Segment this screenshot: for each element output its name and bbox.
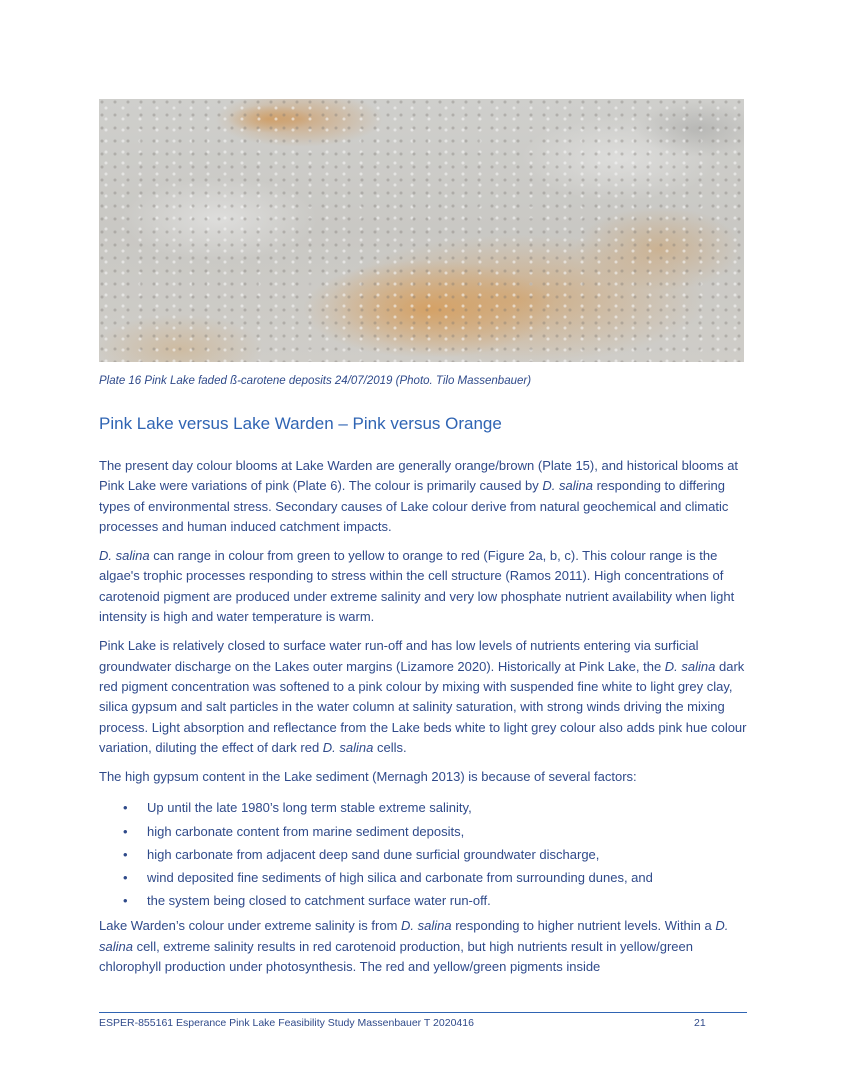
list-item (123, 796, 747, 819)
photo-texture (99, 99, 744, 362)
bullet-icon: • (123, 846, 128, 862)
list-item-text: wind deposited fine sediments of high silica and carbonate from surrounding dunes, and (147, 870, 653, 886)
text-run: Lake Warden’s colour under extreme salinity is from (99, 918, 402, 934)
bullet-icon: • (123, 893, 128, 909)
text-run: responding to higher nutrient levels. Within a (451, 918, 716, 934)
list-item (123, 866, 747, 889)
section-heading: Pink Lake versus Lake Warden – Pink versus Orange (99, 414, 502, 433)
plate-caption: Plate 16 Pink Lake faded ß-carotene deposits 24/07/2019 (Photo. Tilo Massenbauer) (99, 375, 532, 387)
footer-document-id: ESPER-855161 Esperance Pink Lake Feasibility Study Massenbauer T 2020416 (99, 1017, 474, 1029)
factors-list (99, 796, 747, 912)
paragraph-1 (99, 456, 747, 537)
species-name: D. salina (401, 918, 452, 934)
text-run: can range in colour from green to yellow to orange to red (Figure 2a, b, c). This colour range is the algae's trophic processes responding to stress within the cell structure (Ramos 2011). High concentrations of carotenoid pigment are produced under extreme salinity and very low phosphate nutrient availability when light intensity is high and water temperature is warm. (99, 548, 735, 625)
page-number: 21 (694, 1017, 706, 1029)
text-run: cell, extreme salinity results in red carotenoid production, but high nutrients result in yellow/green chlorophyll production under photosynthesis. The red and yellow/green pigments inside (99, 938, 693, 975)
bullet-icon: • (123, 823, 128, 839)
paragraph-3 (99, 636, 747, 758)
text-run: Pink Lake is relatively closed to surface water run-off and has low levels of nutrients entering via surficial groundwater discharge on the Lakes outer margins (Lizamore 2020). Historically at Pink Lake, the (99, 638, 699, 674)
list-item-text: high carbonate content from marine sediment deposits, (147, 823, 465, 839)
list-item-text: high carbonate from adjacent deep sand dune surficial groundwater discharge, (147, 846, 600, 862)
text-run: dark red pigment concentration was softened to a pink colour by mixing with suspended fine white to light grey clay, silica gypsum and salt particles in the water column at salinity saturation, with strong winds driving the mixing process. Light absorption and reflectance from the Lake beds white to light grey colour also adds pink hue colour variation, diluting the effect of dark red (99, 658, 747, 755)
bullet-icon: • (123, 800, 128, 816)
paragraph-2 (99, 546, 747, 627)
species-name: D. salina (322, 739, 374, 755)
text-run: responding to differing types of environmental stress. Secondary causes of Lake colour derive from natural geochemical and climatic processes and human induced catchment impacts. (99, 478, 729, 534)
paragraph-5 (99, 916, 747, 977)
body-text (99, 456, 747, 986)
list-item (123, 843, 747, 866)
bullet-icon: • (123, 870, 128, 886)
species-name: D. salina (542, 478, 593, 494)
species-name: D. salina (99, 548, 150, 564)
text-run: The present day colour blooms at Lake Warden are generally orange/brown (Plate 15), and historical blooms at Pink Lake were variations of pink (Plate 6). The colour is primarily caused by (99, 458, 739, 494)
list-item (123, 889, 747, 912)
species-name: D. salina (99, 918, 729, 954)
footer-rule (99, 1012, 747, 1013)
text-run: cells. (373, 739, 407, 755)
plate-16-photo (99, 99, 744, 362)
list-item-text: the system being closed to catchment surface water run-off. (147, 893, 491, 909)
species-name: D. salina (664, 658, 716, 674)
list-item-text: Up until the late 1980’s long term stable extreme salinity, (147, 800, 472, 816)
paragraph-4: The high gypsum content in the Lake sediment (Mernagh 2013) is because of several factors: (99, 769, 637, 785)
list-item (123, 820, 747, 843)
